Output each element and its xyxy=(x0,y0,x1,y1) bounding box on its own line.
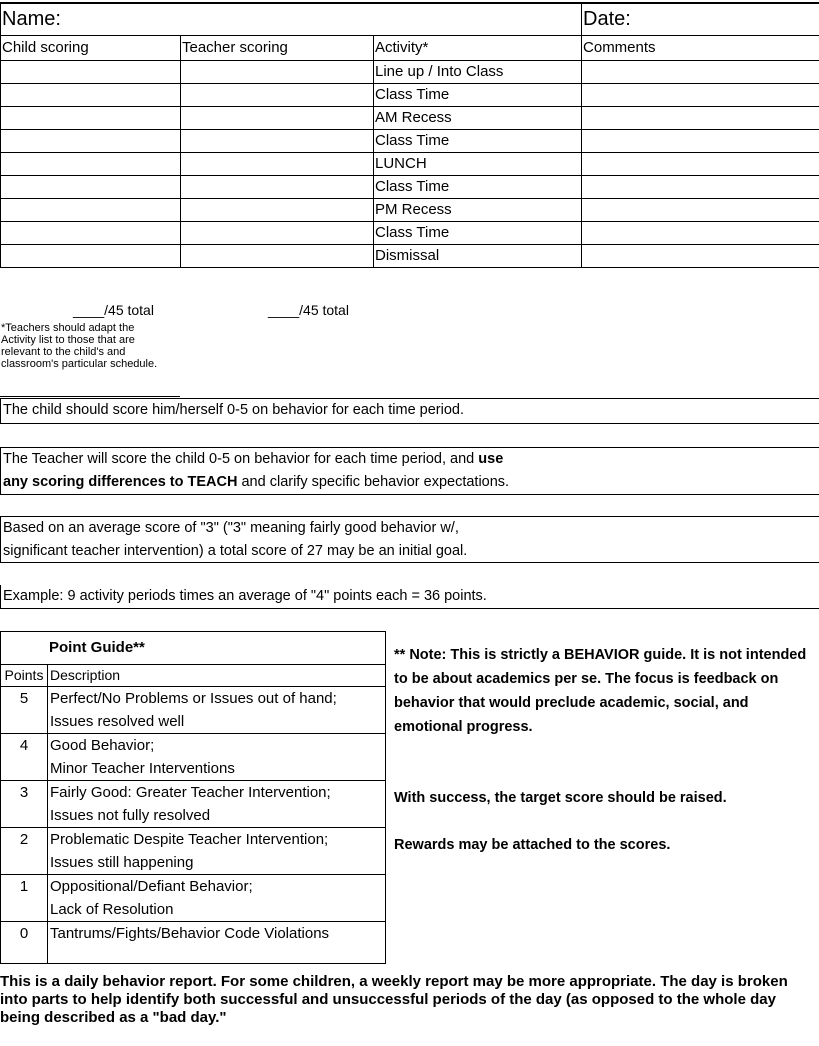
teacher-score-cell[interactable] xyxy=(181,199,374,222)
teacher-score-cell[interactable] xyxy=(181,222,374,245)
table-row xyxy=(1,734,386,781)
description-line2: Issues not fully resolved xyxy=(50,807,211,824)
comments-cell[interactable] xyxy=(582,130,819,153)
table-row xyxy=(1,176,819,199)
child-score-cell[interactable] xyxy=(1,176,181,199)
average-instruction-box xyxy=(0,516,819,563)
comments-cell[interactable] xyxy=(582,153,819,176)
table-row xyxy=(1,84,819,107)
table-row xyxy=(1,222,819,245)
child-score-cell[interactable] xyxy=(1,84,181,107)
table-row xyxy=(1,130,819,153)
activity-cell: Class Time xyxy=(374,176,582,199)
child-score-cell[interactable] xyxy=(1,61,181,84)
average-instruction-line1: Based on an average score of "3" ("3" meaning fairly good behavior w/, xyxy=(3,520,459,536)
teacher-score-cell[interactable] xyxy=(181,130,374,153)
comments-cell[interactable] xyxy=(582,84,819,107)
description-line2: Lack of Resolution xyxy=(50,901,174,918)
activity-cell: AM Recess xyxy=(374,107,582,130)
description-line1: Fairly Good: Greater Teacher Intervention; xyxy=(50,784,331,801)
col-description: Description xyxy=(48,665,386,687)
activity-cell: Line up / Into Class xyxy=(374,61,582,84)
teacher-score-cell[interactable] xyxy=(181,153,374,176)
teacher-instruction-bold-2: any scoring differences to TEACH xyxy=(3,474,238,490)
child-score-cell[interactable] xyxy=(1,199,181,222)
divider xyxy=(0,396,180,397)
table-row xyxy=(1,199,819,222)
teacher-total: ____/45 total xyxy=(268,302,349,318)
example-box xyxy=(0,585,819,609)
date-label: Date: xyxy=(583,8,631,30)
description-line1: Good Behavior; xyxy=(50,737,155,754)
footer-description: This is a daily behavior report. For some children, a weekly report may be more appropriate. The day is broken into parts to help identify both successful and unsuccessful periods of the day (as opposed to the whole day being described as a "bad day." xyxy=(0,973,788,1026)
points-value: 0 xyxy=(1,922,48,964)
name-label: Name: xyxy=(2,8,61,30)
child-score-cell[interactable] xyxy=(1,130,181,153)
table-row xyxy=(1,687,386,734)
activity-cell: Class Time xyxy=(374,222,582,245)
points-value: 2 xyxy=(1,828,48,875)
target-raise-note: With success, the target score should be raised. xyxy=(394,790,727,806)
teacher-score-cell[interactable] xyxy=(181,245,374,268)
teacher-instruction-text-2: and clarify specific behavior expectations. xyxy=(237,474,510,490)
description-line1: Problematic Despite Teacher Intervention; xyxy=(50,831,329,848)
teacher-instruction-text: The Teacher will score the child 0-5 on behavior for each time period, and xyxy=(3,451,479,467)
example-text: Example: 9 activity periods times an average of "4" points each = 36 points. xyxy=(3,588,487,604)
comments-cell[interactable] xyxy=(582,222,819,245)
name-field[interactable] xyxy=(1,3,582,36)
activity-cell: Class Time xyxy=(374,84,582,107)
table-row xyxy=(1,828,386,875)
table-row xyxy=(1,781,386,828)
comments-cell[interactable] xyxy=(582,199,819,222)
description-line1: Tantrums/Fights/Behavior Code Violations xyxy=(50,925,330,942)
activity-cell: LUNCH xyxy=(374,153,582,176)
col-teacher-scoring: Teacher scoring xyxy=(181,36,374,61)
col-child-scoring: Child scoring xyxy=(1,36,181,61)
col-activity: Activity* xyxy=(374,36,582,61)
teacher-instruction-box xyxy=(0,447,819,495)
table-row xyxy=(1,153,819,176)
table-row xyxy=(1,922,386,964)
child-score-cell[interactable] xyxy=(1,107,181,130)
col-comments: Comments xyxy=(582,36,819,61)
comments-cell[interactable] xyxy=(582,245,819,268)
description-line2: Issues still happening xyxy=(50,854,194,871)
child-score-cell[interactable] xyxy=(1,222,181,245)
activity-cell: Dismissal xyxy=(374,245,582,268)
point-guide-table xyxy=(0,631,386,964)
behavior-guide-note: ** Note: This is strictly a BEHAVIOR guide. It is not intended to be about academics per se. The focus is feedback on behavior that would preclude academic, social, and emotional progress. xyxy=(394,647,807,735)
col-points: Points xyxy=(1,665,48,687)
description-line1: Oppositional/Defiant Behavior; xyxy=(50,878,253,895)
table-row xyxy=(1,245,819,268)
activity-cell: Class Time xyxy=(374,130,582,153)
points-value: 1 xyxy=(1,875,48,922)
child-score-cell[interactable] xyxy=(1,245,181,268)
child-score-cell[interactable] xyxy=(1,153,181,176)
teacher-score-cell[interactable] xyxy=(181,84,374,107)
description-line2: Issues resolved well xyxy=(50,713,185,730)
table-row xyxy=(1,875,386,922)
child-total: ____/45 total xyxy=(73,302,154,318)
activity-note: *Teachers should adapt the Activity list to those that are relevant to the child's and classroom's particular schedule. xyxy=(1,322,158,370)
point-guide-title: Point Guide** xyxy=(1,632,386,665)
description-line2: Minor Teacher Interventions xyxy=(50,760,235,777)
points-value: 4 xyxy=(1,734,48,781)
child-instruction-box xyxy=(0,398,819,424)
teacher-score-cell[interactable] xyxy=(181,176,374,199)
teacher-instruction-bold: use xyxy=(478,451,504,467)
date-field[interactable] xyxy=(582,3,819,36)
table-row xyxy=(1,107,819,130)
child-score-instruction: The child should score him/herself 0-5 on behavior for each time period. xyxy=(3,402,465,418)
behavior-score-table xyxy=(0,2,819,268)
comments-cell[interactable] xyxy=(582,61,819,84)
points-value: 3 xyxy=(1,781,48,828)
comments-cell[interactable] xyxy=(582,107,819,130)
average-instruction-line2: significant teacher intervention) a total score of 27 may be an initial goal. xyxy=(3,543,468,559)
activity-cell: PM Recess xyxy=(374,199,582,222)
rewards-note: Rewards may be attached to the scores. xyxy=(394,837,671,853)
comments-cell[interactable] xyxy=(582,176,819,199)
description-line1: Perfect/No Problems or Issues out of hand; xyxy=(50,690,337,707)
teacher-score-cell[interactable] xyxy=(181,107,374,130)
table-row xyxy=(1,61,819,84)
points-value: 5 xyxy=(1,687,48,734)
teacher-score-cell[interactable] xyxy=(181,61,374,84)
